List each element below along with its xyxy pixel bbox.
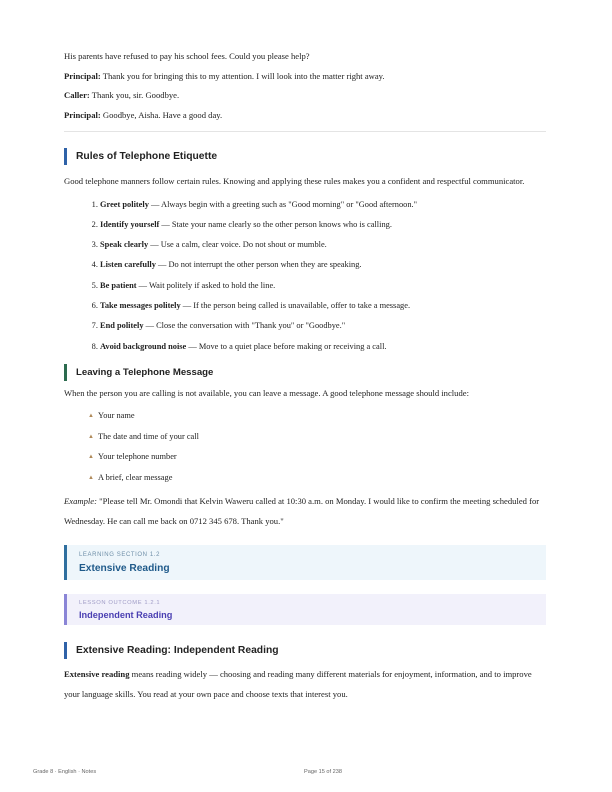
learning-section-title: Extensive Reading	[79, 563, 170, 575]
extensive-definition: Extensive reading means reading widely — choosing and reading many different materials for enjoyment, information, and to improve your language skills. You read at your own pace and choose texts that interest you.	[64, 669, 532, 699]
message-intro: When the person you are calling is not available, you can leave a message. A good telephone message should include:	[64, 387, 469, 398]
message-heading: Leaving a Telephone Message	[64, 364, 546, 381]
list-item: 6. Take messages politely — If the person being called is unavailable, offer to take a message.	[100, 296, 546, 316]
message-items-list	[64, 406, 546, 488]
learning-section-banner	[64, 545, 546, 580]
list-item: 3. Speak clearly — Use a calm, clear voice. Do not shout or mumble.	[100, 235, 546, 255]
list-item: 8. Avoid background noise — Move to a quiet place before making or receiving a call.	[100, 337, 546, 357]
lesson-outcome-banner	[64, 594, 546, 625]
triangle-bullet-icon: ▲	[88, 413, 94, 420]
triangle-bullet-icon: ▲	[88, 474, 94, 481]
etiquette-intro: Good telephone manners follow certain rules. Knowing and applying these rules makes you a confident and respectful communicator.	[64, 176, 525, 186]
triangle-bullet-icon: ▲	[88, 433, 94, 440]
dialogue-line: His parents have refused to pay his school fees. Could you please help?	[64, 51, 310, 61]
page-content	[64, 47, 546, 704]
etiquette-rules-list	[64, 195, 546, 357]
list-item: 4. Listen carefully — Do not interrupt the other person when they are speaking.	[100, 255, 546, 275]
triangle-bullet-icon: ▲	[88, 454, 94, 461]
footer-page-number: Page 15 of 238	[304, 769, 342, 775]
footer-left: Grade 8 · English · Notes	[33, 769, 97, 775]
dialogue	[64, 47, 546, 125]
dialogue-line: Caller: Thank you, sir. Goodbye.	[64, 90, 180, 100]
lesson-outcome-title: Independent Reading	[79, 610, 173, 621]
list-item: ▲ The date and time of your call	[88, 427, 546, 448]
dialogue-line: Principal: Thank you for bringing this to my attention. I will look into the matter right away.	[64, 70, 385, 81]
list-item: 7. End politely — Close the conversation with "Thank you" or "Goodbye."	[100, 316, 546, 336]
list-item: 5. Be patient — Wait politely if asked to hold the line.	[100, 276, 546, 296]
list-item: ▲ Your name	[88, 406, 546, 427]
dialogue-line: Principal: Goodbye, Aisha. Have a good day.	[64, 109, 223, 120]
divider	[64, 131, 546, 132]
list-item: 2. Identify yourself — State your name clearly so the other person knows who is calling.	[100, 215, 546, 235]
list-item: ▲ A brief, clear message	[88, 468, 546, 489]
extensive-heading: Extensive Reading: Independent Reading	[64, 642, 546, 659]
message-example: Example: "Please tell Mr. Omondi that Kelvin Waweru called at 10:30 a.m. on Monday. I would like to confirm the meeting scheduled for Wednesday. He can call me back on 0712 345 678. Thank you."	[64, 496, 540, 526]
etiquette-heading: Rules of Telephone Etiquette	[64, 148, 546, 165]
list-item: 1. Greet politely — Always begin with a greeting such as "Good morning" or "Good afternoon."	[100, 195, 546, 215]
learning-section-kicker: LEARNING SECTION 1.2	[79, 552, 161, 559]
list-item: ▲ Your telephone number	[88, 447, 546, 468]
lesson-outcome-kicker: LESSON OUTCOME 1.2.1	[79, 600, 161, 607]
